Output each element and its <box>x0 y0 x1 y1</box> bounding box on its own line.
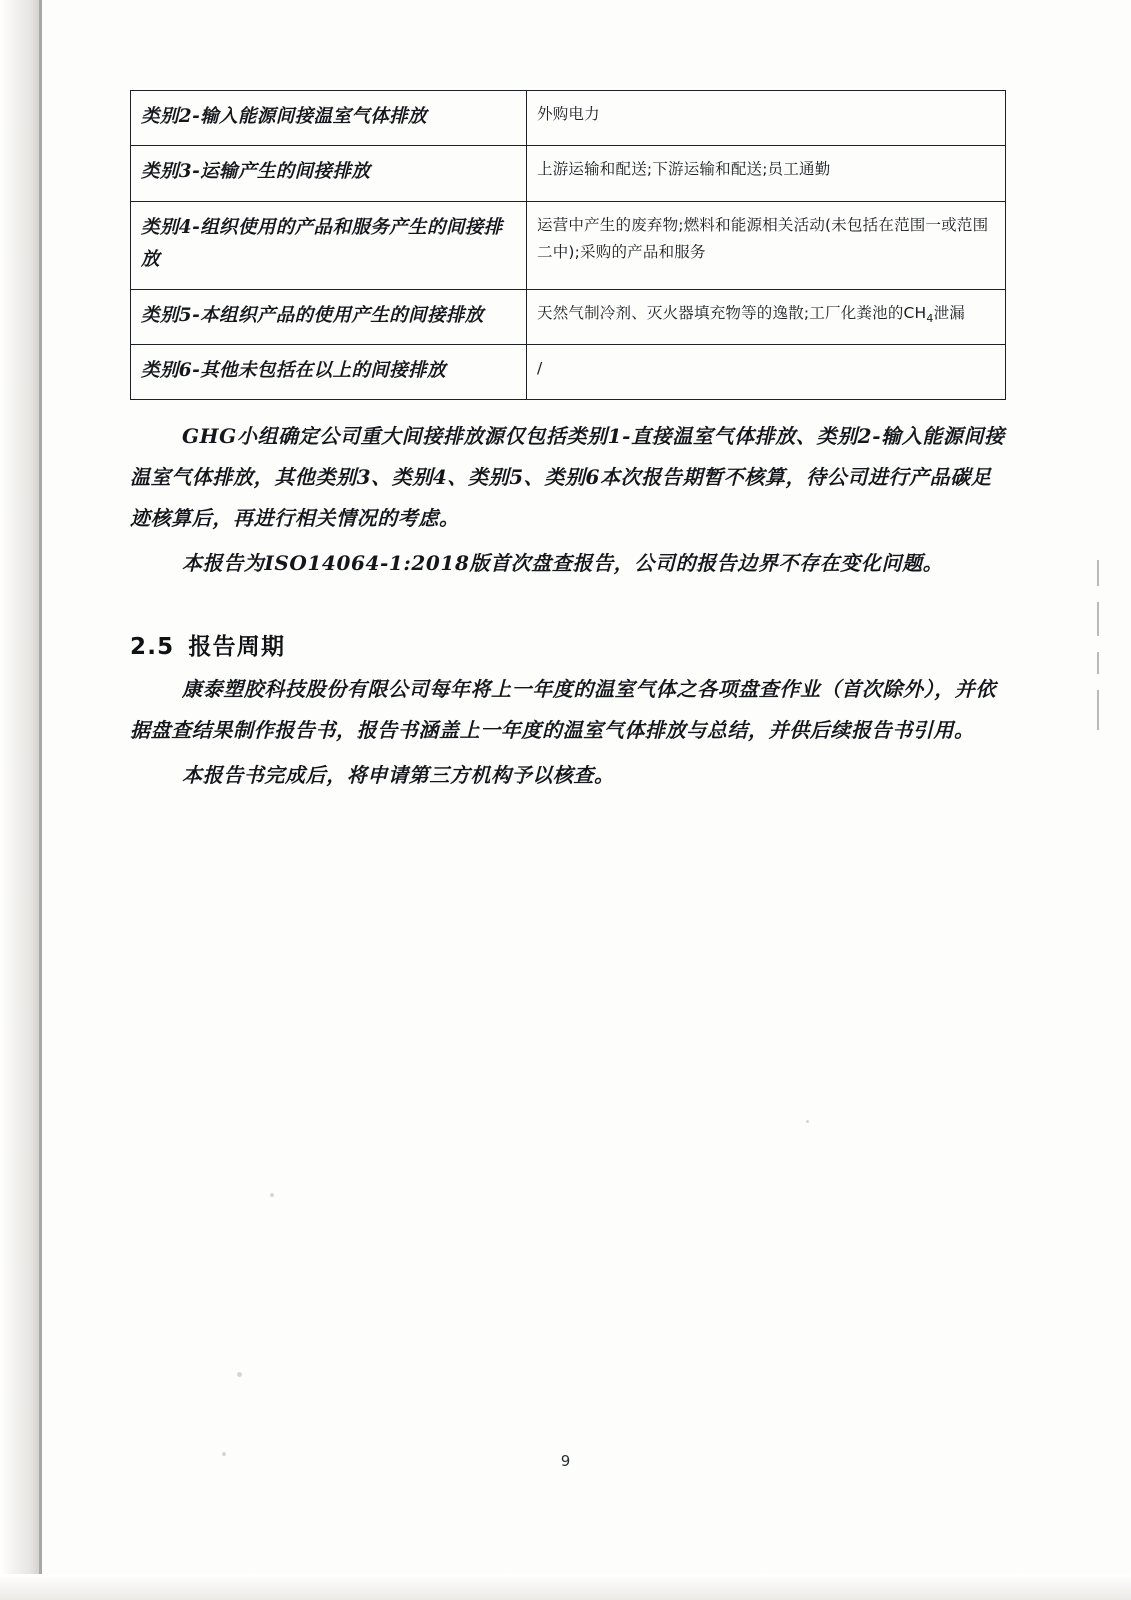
detail-cell <box>527 289 1006 344</box>
detail-cell: 外购电力 <box>527 91 1006 146</box>
scan-speck <box>237 1372 242 1377</box>
page-content <box>130 90 1010 796</box>
section-heading <box>130 628 1010 661</box>
detail-subscript: 4 <box>926 311 934 325</box>
scan-left-edge <box>0 0 42 1600</box>
detail-text-post: 泄漏 <box>933 303 966 322</box>
section-title: 报告周期 <box>188 634 286 661</box>
emission-category-table <box>130 90 1006 400</box>
scan-bottom-edge <box>0 1574 1131 1600</box>
scan-speck <box>270 1193 274 1197</box>
section-number: 2.5 <box>130 634 175 661</box>
category-cell: 类别3-运输产生的间接排放 <box>131 146 527 201</box>
detail-cell: 运营中产生的废弃物;燃料和能源相关活动(未包括在范围一或范围二中);采购的产品和服务 <box>527 201 1006 289</box>
detail-text-pre: 天然气制冷剂、灭火器填充物等的逸散;工厂化粪池的CH <box>537 303 927 322</box>
page-number: 9 <box>560 1452 571 1470</box>
paragraph-major-sources: GHG小组确定公司重大间接排放源仅包括类别1-直接温室气体排放、类别2-输入能源间接温室气体排放，其他类别3、类别4、类别5、类别6本次报告期暂不核算，待公司进行产品碳足迹核算后，再进行相关情况的考虑。 <box>130 424 1005 531</box>
category-cell: 类别2-输入能源间接温室气体排放 <box>131 91 527 146</box>
category-cell: 类别5-本组织产品的使用产生的间接排放 <box>131 289 527 344</box>
table-row <box>131 201 1006 289</box>
paragraph-verification: 本报告书完成后，将申请第三方机构予以核查。 <box>182 763 615 788</box>
table-row <box>131 289 1006 344</box>
paragraph-report-boundary: 本报告为ISO14064-1:2018版首次盘查报告，公司的报告边界不存在变化问题。 <box>182 551 944 576</box>
detail-cell: 上游运输和配送;下游运输和配送;员工通勤 <box>527 146 1006 201</box>
table-row <box>131 146 1006 201</box>
scan-speck <box>806 1120 809 1123</box>
category-cell: 类别6-其他未包括在以上的间接排放 <box>131 344 527 399</box>
category-cell: 类别4-组织使用的产品和服务产生的间接排放 <box>131 201 527 289</box>
paragraph-reporting-cycle: 康泰塑胶科技股份有限公司每年将上一年度的温室气体之各项盘查作业（首次除外），并依据盘查结果制作报告书，报告书涵盖上一年度的温室气体排放与总结，并供后续报告书引用。 <box>130 677 996 743</box>
detail-cell: / <box>527 344 1006 399</box>
scan-right-marks <box>1097 560 1107 740</box>
table-row <box>131 344 1006 399</box>
table-row <box>131 91 1006 146</box>
